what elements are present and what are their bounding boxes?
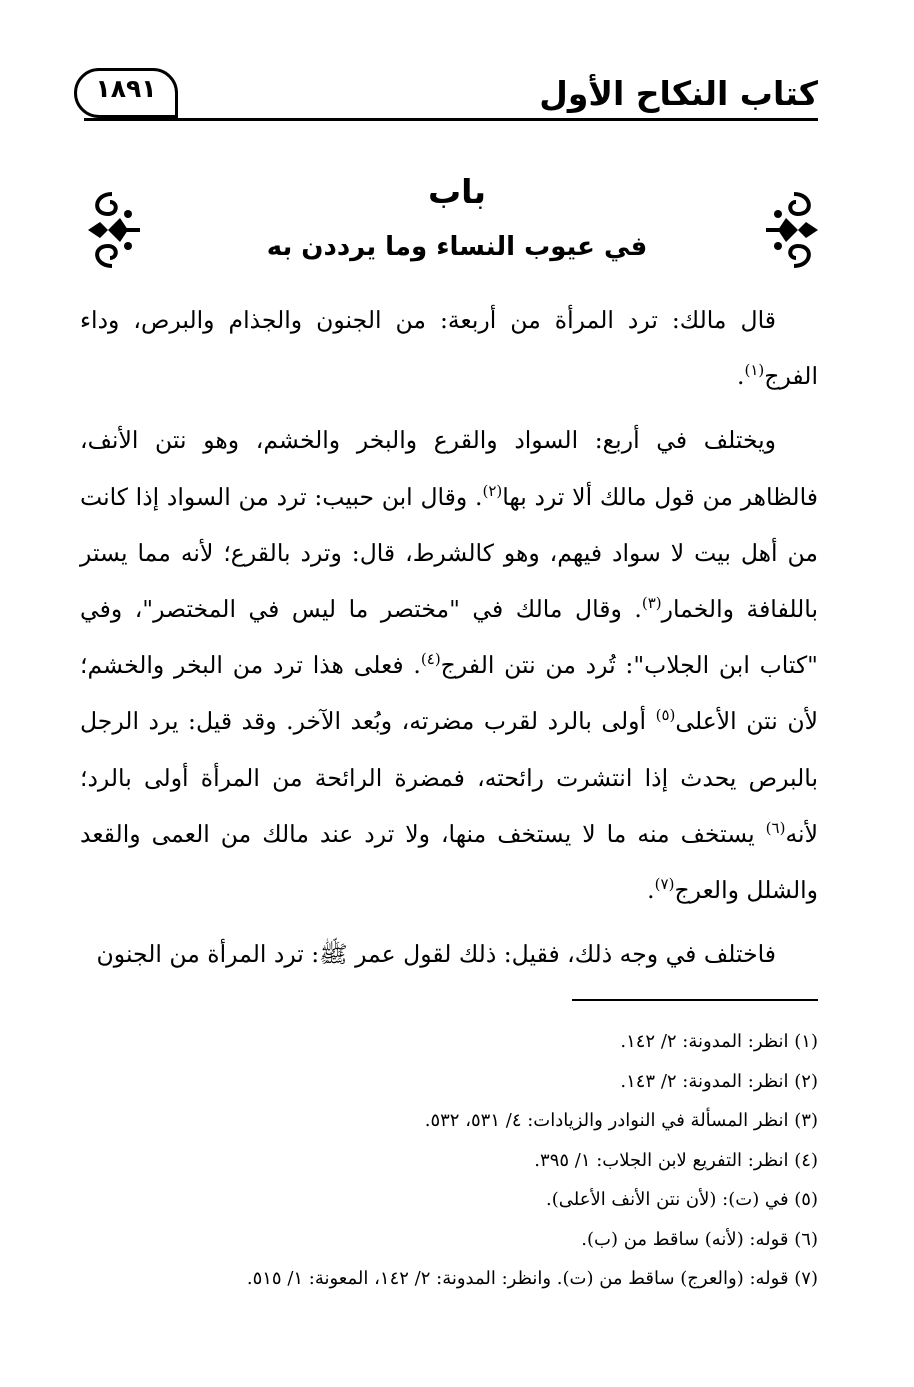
footnote-item: (٦) قوله: (لأنه) ساقط من (ب). bbox=[581, 1228, 818, 1250]
footnote-ref[interactable]: (٢) bbox=[482, 481, 503, 500]
footnote-item: (٥) في (ت): (لأن نتن الأنف الأعلى). bbox=[546, 1189, 818, 1210]
footnote-rule bbox=[572, 999, 818, 1001]
running-title: كتاب النكاح الأول bbox=[539, 74, 818, 113]
footnote-ref[interactable]: (٥) bbox=[655, 706, 676, 725]
footnote-item: (١) انظر: المدونة: ٢/ ١٤٢. bbox=[620, 1031, 818, 1052]
footnote-item: (٧) قوله: (والعرج) ساقط من (ت). وانظر: المدونة: ٢/ ١٤٢، المعونة: ١/ ٥١٥. bbox=[246, 1268, 818, 1289]
footnote-ref[interactable]: (٣) bbox=[641, 594, 662, 613]
footnote-ref[interactable]: (٤) bbox=[420, 650, 441, 669]
paragraph-2: ويختلف في أربع: السواد والقرع والبخر والخشم، وهو نتن الأنف، فالظاهر من قول مالك ألا ترد بها$^{(٢)}$. وقال ابن حبيب: ترد من السواد إذا كانت من أهل بيت لا سواد فيهم، وهو كالشرط، قال: وترد بالقرع؛ لأنه مما يستر باللفافة والخمار$^{(٣)}$. وقال مالك في "مختصر ما ليس في المختصر"، وفي "كتاب ابن الجلاب": تُرد من نتن الفرج$^{(٤)}$. فعلى هذا ترد من البخر والخشم؛ لأن نتن الأعلى$^{(٥)}$ أولى بالرد لقرب مضرته، وبُعد الآخر. وقد قيل: يرد الرجل بالبرص يحدث إذا انتشرت رائحته، فمضرة الرائحة من المرأة أولى بالرد؛ لأنه$^{(٦)}$ يستخف منه ما لا يستخف منها، ولا ترد عند مالك من العمى والقعد والشلل والعرج$^{(٧)}$. bbox=[80, 426, 818, 905]
chapter-title: باب bbox=[428, 172, 486, 211]
paragraph-3: فاختلف في وجه ذلك، فقيل: ذلك لقول عمر ﷺ: ترد المرأة من الجنون bbox=[96, 940, 776, 969]
footnote-ref[interactable]: (١) bbox=[744, 361, 765, 380]
page-number: ١٨٩١ bbox=[95, 74, 157, 103]
body-text bbox=[80, 292, 818, 990]
header-rule bbox=[84, 118, 818, 121]
footnote-ref[interactable]: (٦) bbox=[765, 819, 786, 837]
paragraph-1: قال مالك: ترد المرأة من أربعة: من الجنون والجذام والبرص، وداء الفرج$^{(١)}$. bbox=[80, 306, 818, 391]
footnote-item: (٢) انظر: المدونة: ٢/ ١٤٣. bbox=[620, 1070, 818, 1092]
chapter-subtitle: في عيوب النساء وما يرددن به bbox=[266, 232, 648, 262]
footnote-item: (٤) انظر: التفريع لابن الجلاب: ١/ ٣٩٥. bbox=[534, 1149, 818, 1171]
footnotes bbox=[80, 1022, 818, 1299]
footnote-ref[interactable]: (٧) bbox=[654, 875, 675, 894]
footnote-item: (٣) انظر المسألة في النوادر والزيادات: ٤/ ٥٣١، ٥٣٢. bbox=[424, 1110, 818, 1131]
